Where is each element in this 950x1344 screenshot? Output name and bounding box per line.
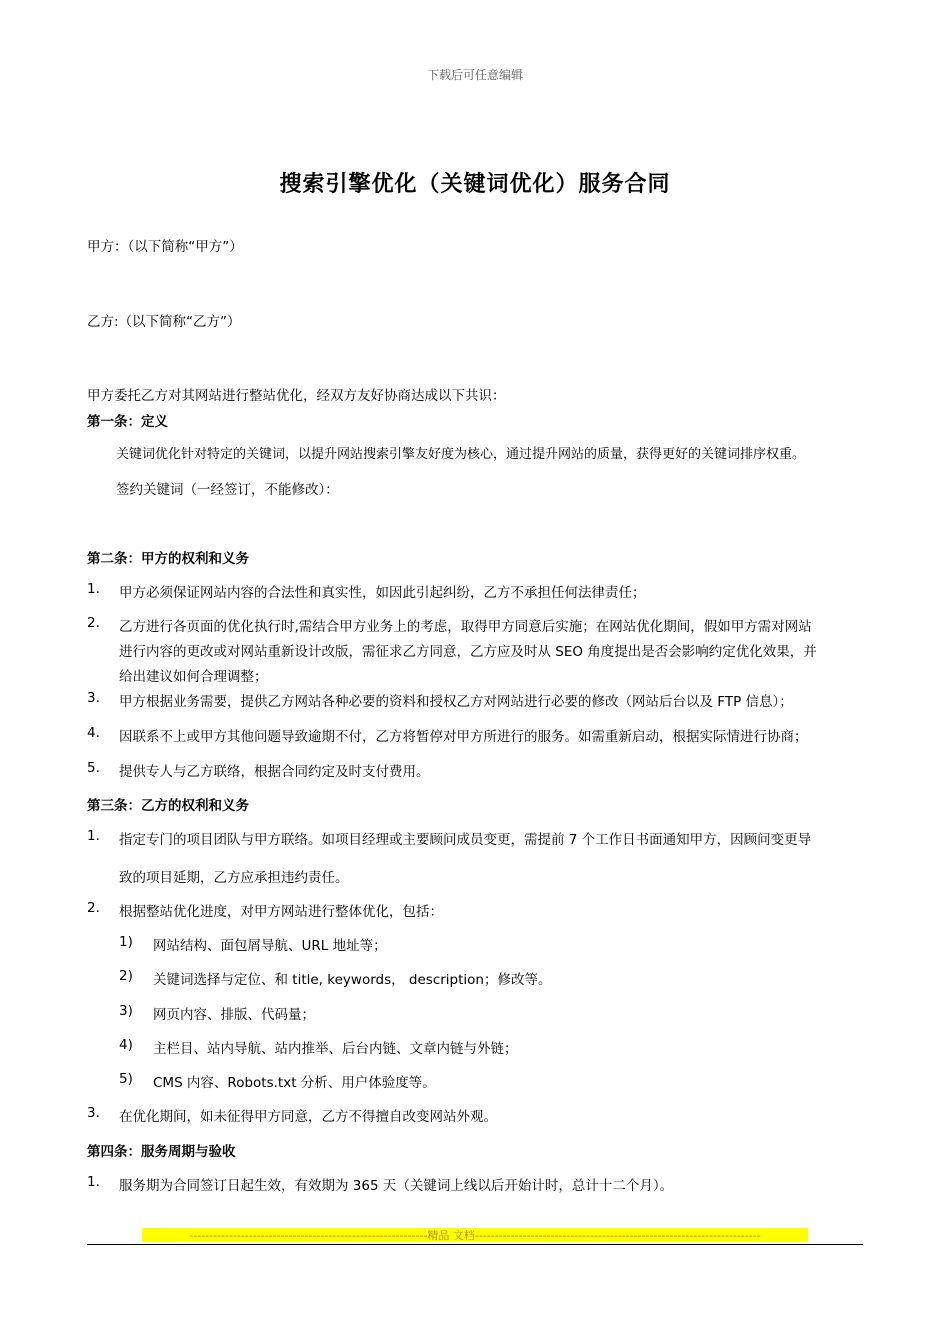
list-item-text: 致的项目延期，乙方应承担违约责任。 xyxy=(119,870,349,886)
sublist-item-text: 网站结构、面包屑导航、URL 地址等； xyxy=(153,938,387,954)
sublist-number: 3) xyxy=(119,1003,133,1019)
list-item-text: 给出建议如何合理调整； xyxy=(119,669,268,685)
list-item-text: 根据整站优化进度，对甲方网站进行整体优化，包括： xyxy=(119,904,443,920)
list-number: 2. xyxy=(87,615,100,631)
list-number: 4. xyxy=(87,725,100,741)
contract-title: 搜索引擎优化（关键词优化）服务合同 xyxy=(279,172,671,197)
list-number: 1. xyxy=(87,581,100,597)
sublist-number: 1) xyxy=(119,934,133,950)
section-2-heading: 第二条：甲方的权利和义务 xyxy=(87,551,249,567)
list-number: 5. xyxy=(87,760,100,776)
section-3-heading: 第三条：乙方的权利和义务 xyxy=(87,798,249,814)
list-number: 1. xyxy=(87,1174,100,1190)
sublist-item-text: 主栏目、站内导航、站内推举、后台内链、文章内链与外链； xyxy=(153,1041,518,1057)
page-header-note: 下载后可任意编辑 xyxy=(426,68,523,82)
section-4-heading: 第四条：服务周期与验收 xyxy=(87,1144,236,1160)
list-item-text: 甲方必须保证网站内容的合法性和真实性，如因此引起纠纷，乙方不承担任何法律责任； xyxy=(119,585,646,601)
section-1-definition: 关键词优化针对特定的关键词，以提升网站搜索引擎友好度为核心，通过提升网站的质量，获得更好的关键词排序权重。 xyxy=(116,447,806,462)
sublist-number: 2) xyxy=(119,968,133,984)
party-a-line: 甲方：（以下简称“甲方”） xyxy=(87,239,243,255)
section-1-keywords: 签约关键词（一经签订，不能修改）： xyxy=(116,482,339,498)
list-item-text: 提供专人与乙方联络，根据合同约定及时支付费用。 xyxy=(119,764,430,780)
sublist-item-text: 关键词选择与定位、和 title, keywords， description；修改等。 xyxy=(153,972,552,988)
list-item-text: 进行内容的更改或对网站重新设计改版，需征求乙方同意，乙方应及时从 SEO 角度提出是否会影响约定优化效果，并 xyxy=(119,644,817,660)
list-item-text: 因联系不上或甲方其他问题导致逾期不付，乙方将暂停对甲方所进行的服务。如需重新启动，根据实际情进行协商； xyxy=(119,729,808,745)
section-1-heading: 第一条：定义 xyxy=(87,414,168,430)
sublist-item-text: 网页内容、排版、代码量； xyxy=(153,1007,315,1023)
list-number: 3. xyxy=(87,690,100,706)
list-number: 2. xyxy=(87,900,100,916)
list-item-text: 甲方根据业务需要，提供乙方网站各种必要的资料和授权乙方对网站进行必要的修改（网站后台以及 FTP 信息）； xyxy=(119,694,793,710)
sublist-item-text: CMS 内容、Robots.txt 分析、用户体验度等。 xyxy=(153,1075,436,1091)
intro-paragraph: 甲方委托乙方对其网站进行整站优化，经双方友好协商达成以下共识： xyxy=(87,388,506,404)
footer-watermark-text: ------------------------------------------------------------精品 文档------------------------------------------------------------------------ xyxy=(189,1229,761,1242)
list-item-text: 乙方进行各页面的优化执行时,需结合甲方业务上的考虑，取得甲方同意后实施；在网站优化期间，假如甲方需对网站 xyxy=(119,619,812,635)
party-b-line: 乙方:（以下简称“乙方”） xyxy=(87,314,241,330)
sublist-number: 4) xyxy=(119,1037,133,1053)
list-number: 3. xyxy=(87,1105,100,1121)
sublist-number: 5) xyxy=(119,1071,133,1087)
list-number: 1. xyxy=(87,828,100,844)
footer-rule xyxy=(87,1244,863,1245)
list-item-text: 指定专门的项目团队与甲方联络。如项目经理或主要顾问成员变更，需提前 7 个工作日书面通知甲方，因顾问变更导 xyxy=(119,832,812,848)
list-item-text: 服务期为合同签订日起生效，有效期为 365 天（关键词上线以后开始计时，总计十二个月）。 xyxy=(119,1178,674,1194)
list-item-text: 在优化期间，如未征得甲方同意，乙方不得擅自改变网站外观。 xyxy=(119,1109,497,1125)
